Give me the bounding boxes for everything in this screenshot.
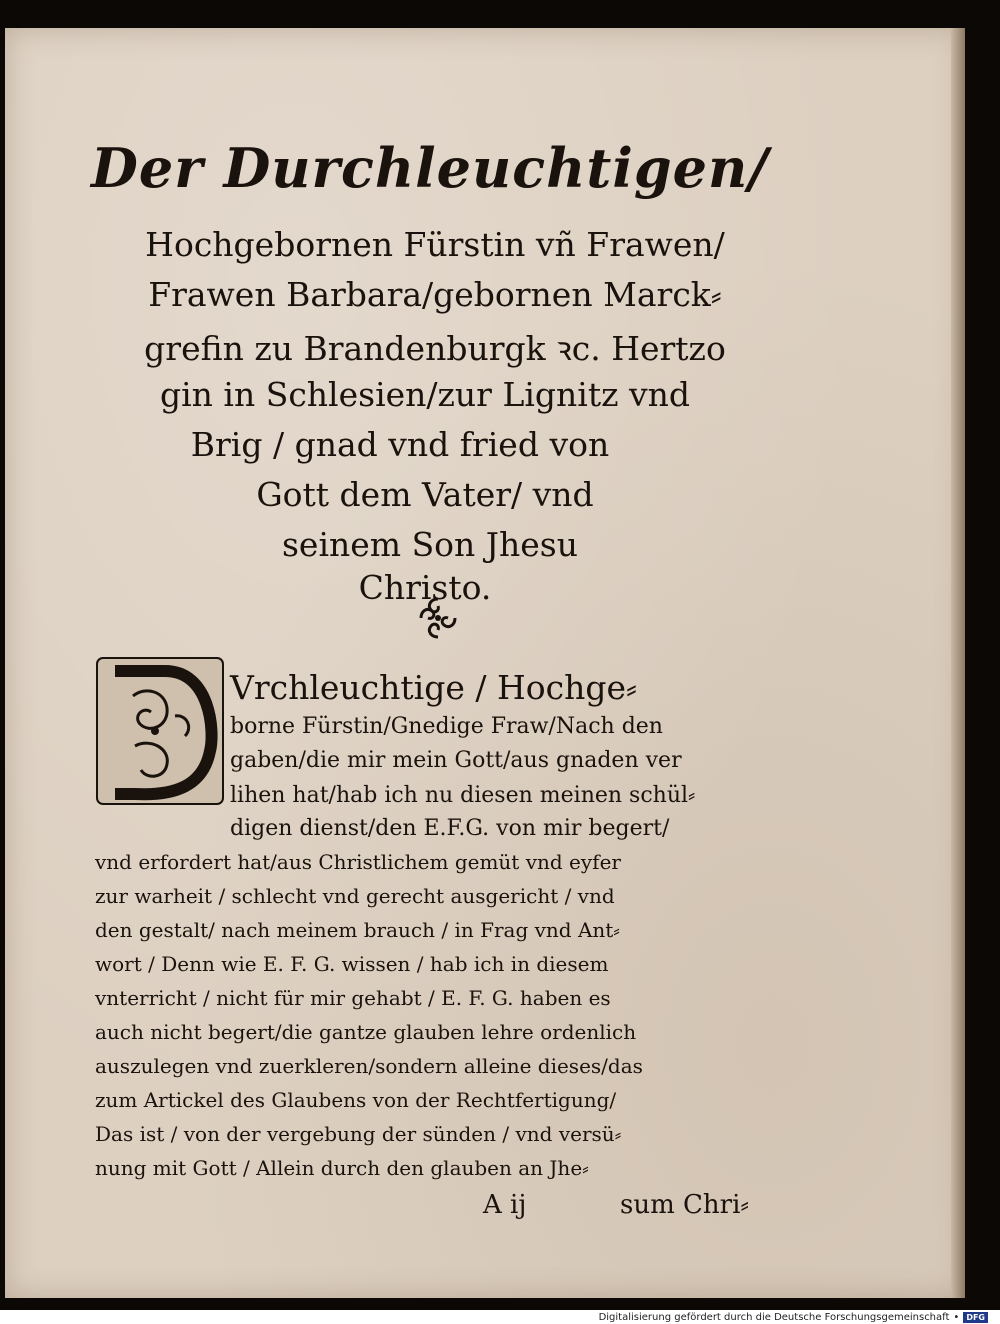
dfg-logo-icon: DFG	[963, 1312, 988, 1323]
footer-separator: •	[953, 1311, 960, 1323]
body-line-3: gaben/die mir mein Gott/aus gnaden ver	[230, 748, 682, 773]
page-edge	[951, 28, 965, 1298]
body-line-2: borne Fürstin/Gnedige Fraw/Nach den	[230, 714, 663, 739]
title-line-8: seinem Son Jhesu	[281, 525, 578, 564]
footer-credit-text: Digitalisierung gefördert durch die Deutsche Forschungsgemeinschaft	[598, 1311, 950, 1323]
body-line-12: auszulegen vnd zuerkleren/sondern alleine dieses/das	[95, 1054, 643, 1078]
title-line-3: Frawen Barbara/gebornen Marck⸗	[148, 275, 722, 314]
body-line-14: Das ist / von der vergebung der sünden / vnd versü⸗	[95, 1122, 622, 1146]
catchword: sum Chri⸗	[620, 1190, 750, 1220]
body-line-11: auch nicht begert/die gantze glauben lehre ordenlich	[95, 1020, 637, 1044]
signature-mark: A ij	[483, 1190, 527, 1220]
fleuron-ornament-icon	[413, 593, 463, 643]
body-line-13: zum Artickel des Glaubens von der Rechtfertigung/	[95, 1088, 617, 1112]
footer-credit	[599, 1311, 988, 1323]
title-line-7: Gott dem Vater/ vnd	[256, 475, 594, 514]
body-line-8: den gestalt/ nach meinem brauch / in Frag vnd Ant⸗	[95, 918, 620, 942]
body-line-5: digen dienst/den E.F.G. von mir begert/	[230, 816, 670, 841]
title-line-5: gin in Schlesien/zur Lignitz vnd	[160, 375, 690, 414]
body-line-6: vnd erfordert hat/aus Christlichem gemüt vnd eyfer	[95, 850, 621, 874]
title-line-4: grefin zu Brandenburgk ꝛc. Hertzo	[144, 329, 726, 368]
body-line-1: Vrchleuchtige / Hochge⸗	[230, 668, 638, 707]
title-line-6: Brig / gnad vnd fried von	[190, 425, 610, 464]
body-line-15: nung mit Gott / Allein durch den glauben an Jhe⸗	[95, 1156, 589, 1180]
book-page	[5, 28, 965, 1298]
initial-ornament-icon	[95, 656, 225, 806]
body-line-10: vnterricht / nicht für mir gehabt / E. F. G. haben es	[95, 986, 611, 1010]
body-line-7: zur warheit / schlecht vnd gerecht ausgericht / vnd	[95, 884, 615, 908]
title-line-2: Hochgebornen Fürstin vñ Frawen/	[145, 225, 725, 264]
body-line-9: wort / Denn wie E. F. G. wissen / hab ich in diesem	[95, 952, 609, 976]
title-line-1: Der Durchleuchtigen/	[91, 136, 769, 200]
title-line-9: Christo.	[358, 568, 492, 607]
body-line-4: lihen hat/hab ich nu diesen meinen schül⸗	[230, 783, 696, 808]
decorated-initial	[95, 656, 225, 806]
